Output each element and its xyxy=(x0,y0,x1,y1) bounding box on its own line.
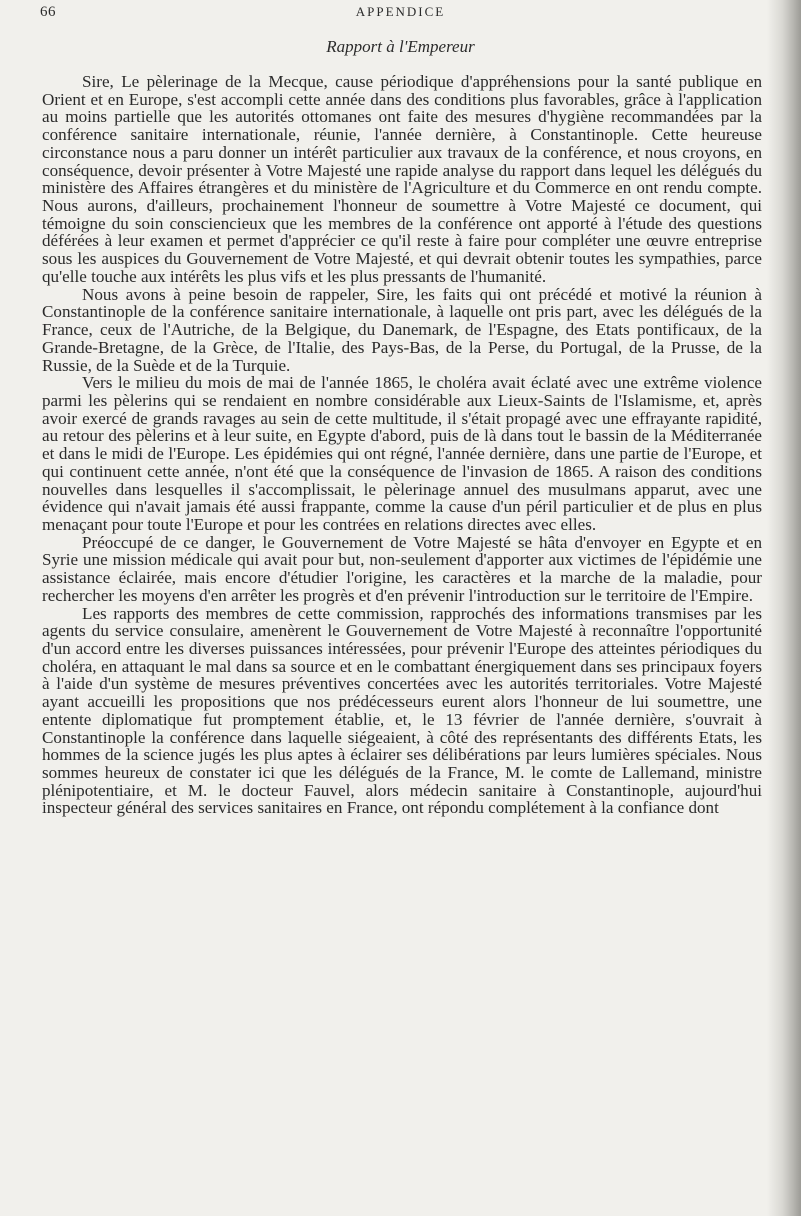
section-subtitle: Rapport à l'Empereur xyxy=(326,37,475,56)
page-number: 66 xyxy=(40,4,56,20)
paragraph: Sire, Le pèlerinage de la Mecque, cause périodique d'appréhensions pour la santé publique en Orient et en Europe, s'est accompli cette année dans des conditions plus favorables, grâce à l'application au moins partielle que les autorités ottomanes ont faite des mesures d'hygiène recommandées par la conférence sanitaire internationale, réunie, l'année dernière, à Constantinople. Cette heureuse circonstance nous a paru donner un intérêt particulier aux travaux de la conférence, et nous croyons, en conséquence, devoir présenter à Votre Majesté une rapide analyse du rapport dans lequel les délégués du ministère des Affaires étrangères et du ministère de l'Agriculture et du Commerce en ont rendu compte. Nous aurons, d'ailleurs, prochainement l'honneur de soumettre à Votre Majesté ce document, qui témoigne du soin consciencieux que les membres de la conférence ont apporté à l'étude des questions déférées à leur examen et permet d'apprécier ce qu'il reste à faire pour compléter une œuvre entreprise sous les auspices du Gouvernement de Votre Majesté, et qui devrait obtenir toutes les sympathies, parce qu'elle touche aux intérêts les plus vifs et les plus pressants de l'humanité. xyxy=(42,72,762,286)
paragraph: Vers le milieu du mois de mai de l'année 1865, le choléra avait éclaté avec une extrême violence parmi les pèlerins qui se rendaient en nombre considérable aux Lieux-Saints de l'Islamisme, et, après avoir exercé de grands ravages au sein de cette multitude, il s'était propagé avec une effrayante rapidité, au retour des pèlerins et à leur suite, en Egypte d'abord, puis de là dans tout le bassin de la Méditerranée et dans le midi de l'Europe. Les épidémies qui ont régné, l'année dernière, dans une partie de l'Europe, et qui continuent cette année, n'ont été que la conséquence de l'invasion de 1865. A raison des conditions nouvelles dans lesquelles il s'accomplissait, le pèlerinage annuel des musulmans apparut, avec une évidence qui n'avait jamais été aussi frappante, comme la cause d'un péril particulier et de plus en plus menaçant pour toute l'Europe et pour les contrées en relations directes avec elles. xyxy=(42,373,762,534)
paragraph: Les rapports des membres de cette commission, rapprochés des informations transmises par les agents du service consulaire, amenèrent le Gouvernement de Votre Majesté à reconnaître l'opportunité d'un accord entre les diverses puissances intéressées, pour prévenir l'Europe des atteintes périodiques du choléra, en attaquant le mal dans sa source et en le combattant énergiquement dans ses principaux foyers à l'aide d'un système de mesures préventives concertées avec les autorités territoriales. Votre Majesté ayant accueilli les propositions que nos prédécesseurs eurent alors l'honneur de lui soumettre, une entente diplomatique fut promptement établie, et, le 13 février de l'année dernière, s'ouvrait à Constantinople la conférence dans laquelle siégeaient, à côté des représentants des différents Etats, les hommes de la science jugés les plus aptes à éclairer ses délibérations par leurs lumières spéciales. Nous sommes heureux de constater ici que les délégués de la France, M. le comte de Lallemand, ministre plénipotentiaire, et M. le docteur Fauvel, alors médecin sanitaire à Constantinople, aujourd'hui inspecteur général des services sanitaires en France, ont répondu complétement à la confiance dont xyxy=(42,603,762,818)
body-text xyxy=(42,73,762,817)
paragraph: Préoccupé de ce danger, le Gouvernement de Votre Majesté se hâta d'envoyer en Egypte et en Syrie une mission médicale qui avait pour but, non-seulement d'apporter aux victimes de l'épidémie une assistance éclairée, mais encore d'étudier l'origine, les caractères et la marche de la maladie, pour rechercher les moyens d'en arrêter les progrès et d'en prévenir l'introduction sur le territoire de l'Empire. xyxy=(42,532,762,605)
running-head: APPENDICE xyxy=(355,4,446,19)
page-edge-shadow xyxy=(767,0,801,1216)
paragraph: Nous avons à peine besoin de rappeler, Sire, les faits qui ont précédé et motivé la réunion à Constantinople de la conférence sanitaire internationale, à laquelle ont pris part, avec les délégués de la France, ceux de l'Autriche, de la Belgique, du Danemark, de l'Espagne, des Etats pontificaux, de la Grande-Bretagne, de la Grèce, de l'Italie, des Pays-Bas, de la Perse, du Portugal, de la Prusse, de la Russie, de la Suède et de la Turquie. xyxy=(42,284,762,375)
